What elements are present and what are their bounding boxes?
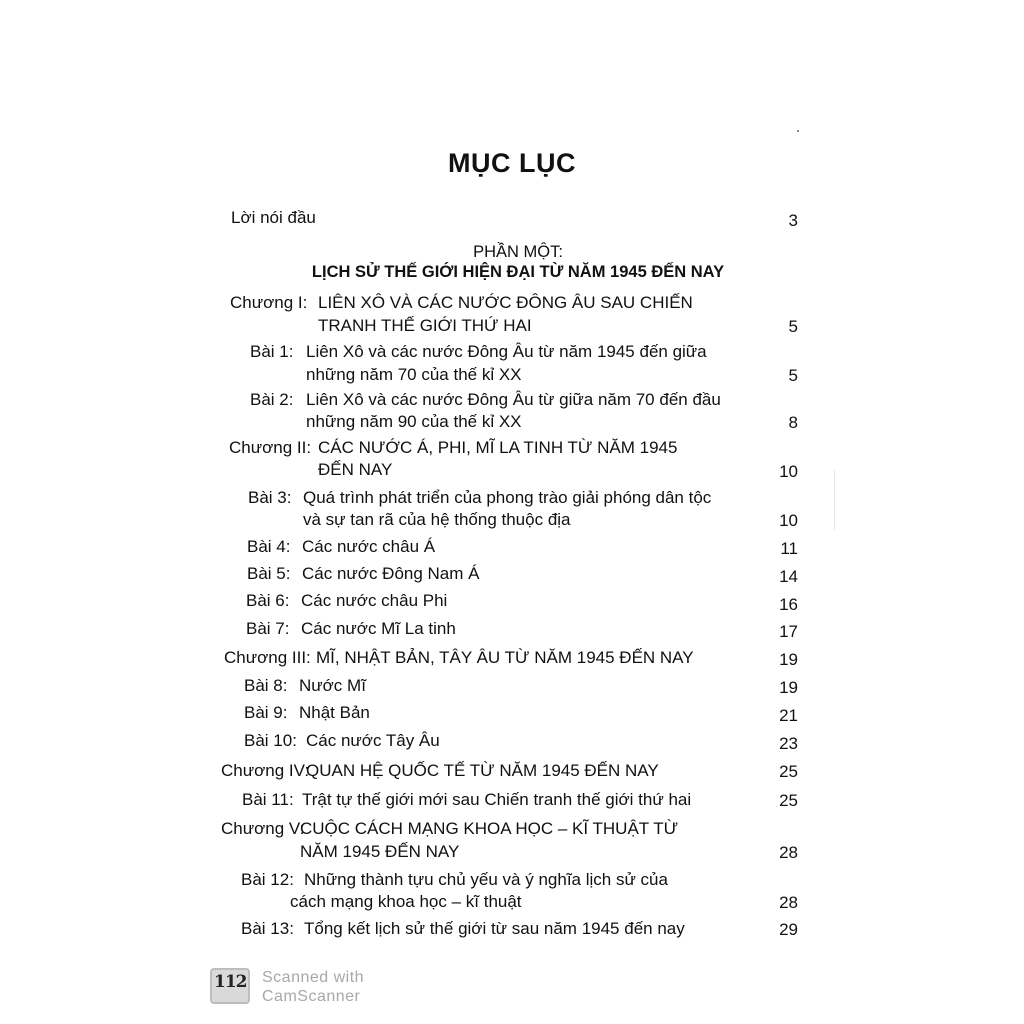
- toc-lesson-title: Nước Mĩ: [299, 676, 366, 695]
- toc-lesson-title: Các nước Đông Nam Á: [302, 564, 480, 583]
- toc-chapter-prefix: Chương I:: [230, 293, 308, 312]
- toc-lesson-title: Các nước Mĩ La tinh: [301, 619, 456, 638]
- toc-page-number: 21: [779, 706, 798, 725]
- toc-lesson-title: Các nước châu Á: [302, 537, 436, 556]
- toc-chapter-prefix: Chương II:: [229, 438, 312, 457]
- toc-page-number: 16: [779, 595, 798, 614]
- toc-page-number: 5: [788, 366, 798, 385]
- toc-chapter-title-cont: NĂM 1945 ĐẾN NAY: [300, 842, 460, 861]
- toc-lesson-prefix: Bài 12:: [241, 870, 294, 889]
- toc-lesson-prefix: Bài 4:: [247, 537, 291, 556]
- toc-lesson-title: Liên Xô và các nước Đông Âu từ năm 1945 đến giữa: [306, 342, 707, 361]
- toc-lesson-title: Nhật Bản: [299, 703, 370, 722]
- part-title: LỊCH SỬ THẾ GIỚI HIỆN ĐẠI TỪ NĂM 1945 ĐẾN NAY: [311, 263, 725, 281]
- toc-lesson-title-cont: những năm 70 của thế kỉ XX: [306, 365, 522, 384]
- toc-chapter-title: LIÊN XÔ VÀ CÁC NƯỚC ĐÔNG ÂU SAU CHIẾN: [318, 293, 693, 312]
- toc-lesson-title: Các nước Tây Âu: [306, 731, 440, 750]
- toc-lesson-prefix: Bài 8:: [244, 676, 288, 695]
- scan-artifact-line: [834, 470, 835, 530]
- camscanner-logo-icon: [210, 968, 250, 1004]
- toc-page-number: 14: [779, 567, 798, 586]
- toc-chapter-title: MĨ, NHẬT BẢN, TÂY ÂU TỪ NĂM 1945 ĐẾN NAY: [316, 648, 694, 667]
- toc-lesson-prefix: Bài 13:: [241, 919, 294, 938]
- toc-lesson-prefix: Bài 10:: [244, 731, 297, 750]
- watermark-line-1: Scanned with: [262, 969, 365, 986]
- page-title: MỤC LỤC: [448, 148, 576, 178]
- toc-lesson-title: Liên Xô và các nước Đông Âu từ giữa năm 70 đến đầu: [306, 390, 721, 409]
- watermark-text: [262, 968, 364, 1006]
- toc-lesson-prefix: Bài 6:: [246, 591, 290, 610]
- toc-lesson-prefix: Bài 5:: [247, 564, 291, 583]
- scan-speck: [797, 130, 799, 132]
- toc-lesson-prefix: Bài 2:: [250, 390, 294, 409]
- toc-chapter-title-cont: TRANH THẾ GIỚI THỨ HAI: [318, 316, 532, 335]
- toc-page-number: 11: [780, 539, 798, 558]
- toc-preface-page: 3: [788, 211, 798, 230]
- toc-lesson-title: Quá trình phát triển của phong trào giải phóng dân tộc: [303, 488, 712, 507]
- toc-preface-label: Lời nói đầu: [231, 208, 316, 227]
- toc-lesson-title: Những thành tựu chủ yếu và ý nghĩa lịch sử của: [304, 870, 668, 889]
- toc-page-number: 25: [779, 791, 798, 810]
- toc-page-number: 28: [779, 893, 798, 912]
- toc-lesson-title: Các nước châu Phi: [301, 591, 448, 610]
- toc-page-number: 10: [779, 511, 798, 530]
- toc-lesson-prefix: Bài 3:: [248, 488, 292, 507]
- toc-chapter-title-cont: ĐẾN NAY: [318, 460, 393, 479]
- toc-page-number: 17: [779, 622, 798, 641]
- toc-lesson-prefix: Bài 11:: [242, 790, 294, 809]
- toc-page-number: 29: [779, 920, 798, 939]
- toc-lesson-prefix: Bài 9:: [244, 703, 288, 722]
- toc-page-number: 8: [788, 413, 798, 432]
- toc-lesson-title-cont: và sự tan rã của hệ thống thuộc địa: [303, 510, 571, 529]
- toc-page-number: 10: [779, 462, 798, 481]
- toc-chapter-prefix: Chương III:: [224, 648, 311, 667]
- toc-lesson-prefix: Bài 1:: [250, 342, 294, 361]
- toc-page-number: 28: [779, 843, 798, 862]
- toc-chapter-prefix: Chương IV:: [221, 761, 310, 780]
- toc-lesson-title: Trật tự thế giới mới sau Chiến tranh thế giới thứ hai: [302, 790, 692, 809]
- toc-page-number: 23: [779, 734, 798, 753]
- toc-page-number: 5: [788, 317, 798, 336]
- toc-lesson-title-cont: những năm 90 của thế kỉ XX: [306, 412, 522, 431]
- toc-chapter-title: CUỘC CÁCH MẠNG KHOA HỌC – KĨ THUẬT TỪ: [300, 819, 679, 838]
- toc-lesson-title: Tổng kết lịch sử thế giới từ sau năm 1945 đến nay: [304, 919, 685, 938]
- toc-chapter-prefix: Chương V:: [221, 819, 305, 838]
- toc-page-number: 25: [779, 762, 798, 781]
- watermark-line-2: CamScanner: [262, 988, 361, 1005]
- page-number: 112: [214, 972, 247, 992]
- toc-page-number: 19: [779, 678, 798, 697]
- toc-chapter-title: CÁC NƯỚC Á, PHI, MĨ LA TINH TỪ NĂM 1945: [318, 438, 678, 457]
- toc-page-number: 19: [779, 650, 798, 669]
- toc-lesson-title-cont: cách mạng khoa học – kĩ thuật: [290, 892, 522, 911]
- toc-chapter-title: QUAN HỆ QUỐC TẾ TỪ NĂM 1945 ĐẾN NAY: [306, 761, 659, 780]
- toc-lesson-prefix: Bài 7:: [246, 619, 290, 638]
- part-label: PHẦN MỘT:: [473, 243, 563, 261]
